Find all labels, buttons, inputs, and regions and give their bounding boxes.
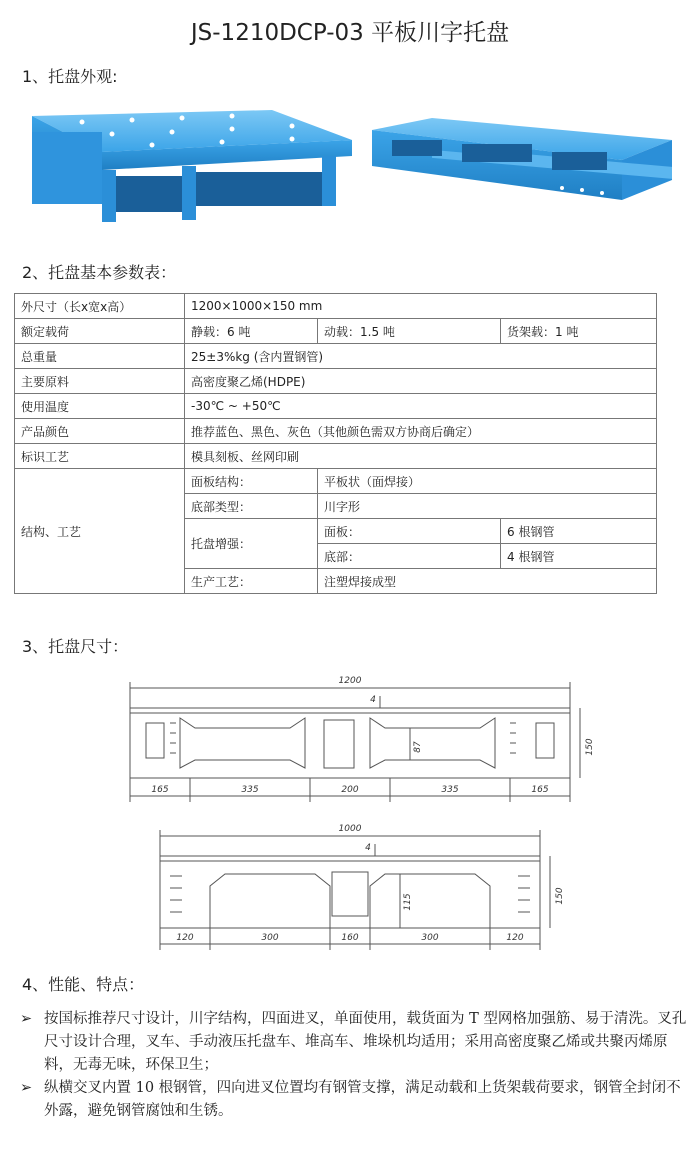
bottom-value: 川字形 xyxy=(318,494,657,519)
color-value: 推荐蓝色、黑色、灰色（其他颜色需双方协商后确定） xyxy=(185,419,657,444)
static-load: 静载：6 吨 xyxy=(185,319,318,344)
table-row xyxy=(15,294,657,319)
material-value: 高密度聚乙烯(HDPE) xyxy=(185,369,657,394)
size-value: 1200×1000×150 mm xyxy=(185,294,657,319)
bottom-pallet-image xyxy=(372,118,672,200)
dim-seg-4: 335 xyxy=(441,785,459,795)
bottom-pipes: 4 根钢管 xyxy=(501,544,657,569)
process-label: 生产工艺： xyxy=(185,569,318,594)
weight-label: 总重量 xyxy=(15,344,185,369)
bottom-label: 底部类型： xyxy=(185,494,318,519)
dim-seg-1: 120 xyxy=(176,933,194,943)
dim-seg-4: 300 xyxy=(421,933,439,943)
table-row xyxy=(15,369,657,394)
feature-list xyxy=(20,1008,690,1123)
dim-total: 1000 xyxy=(338,824,362,834)
mark-value: 模具刻板、丝网印刷 xyxy=(185,444,657,469)
deck-value: 平板状（面焊接） xyxy=(318,469,657,494)
section-features-heading: 4、性能、特点： xyxy=(22,975,145,994)
dim-height: 150 xyxy=(585,738,595,756)
temp-value: -30℃ ~ +50℃ xyxy=(185,394,657,419)
dim-thickness: 4 xyxy=(365,843,371,853)
mark-label: 标识工艺 xyxy=(15,444,185,469)
process-value: 注塑焊接成型 xyxy=(318,569,657,594)
dimension-drawing-length xyxy=(110,668,600,808)
section-params-heading: 2、托盘基本参数表： xyxy=(22,263,177,282)
load-label: 额定载荷 xyxy=(15,319,185,344)
dim-seg-2: 335 xyxy=(241,785,259,795)
dim-height: 150 xyxy=(555,887,565,905)
deck-sub-label: 面板： xyxy=(318,519,501,544)
list-item: ➢ 纵横交叉内置 10 根钢管，四向进叉位置均有钢管支撑，满足动载和上货架载荷要求，钢管全封闭不外露，避免钢管腐蚀和生锈。 xyxy=(20,1077,690,1123)
section-appearance-heading: 1、托盘外观: xyxy=(22,67,118,86)
struct-label: 结构、工艺 xyxy=(15,469,185,594)
table-row xyxy=(15,344,657,369)
dim-hole: 87 xyxy=(413,741,423,753)
dimension-drawing-width xyxy=(110,816,600,956)
dim-seg-5: 165 xyxy=(531,785,549,795)
dim-seg-3: 160 xyxy=(341,933,359,943)
dim-seg-5: 120 xyxy=(506,933,524,943)
dim-total: 1200 xyxy=(338,676,362,686)
deck-pipes: 6 根钢管 xyxy=(501,519,657,544)
dim-thickness: 4 xyxy=(370,695,376,705)
dim-seg-1: 165 xyxy=(151,785,169,795)
params-table xyxy=(14,293,657,594)
dim-seg-3: 200 xyxy=(341,785,359,795)
table-row xyxy=(15,419,657,444)
list-item: ➢ 按国标推荐尺寸设计，川字结构，四面进叉，单面使用，载货面为 T 型网格加强筋、易于清洗。叉孔尺寸设计合理，叉车、手动液压托盘车、堆高车、堆垛机均适用；采用高密度聚乙烯或共聚丙烯原料，无毒无味，环保卫生； xyxy=(20,1008,690,1077)
table-row xyxy=(15,444,657,469)
dim-hole: 115 xyxy=(403,893,413,911)
table-row xyxy=(15,469,657,494)
flat-pallet-image xyxy=(32,110,352,222)
size-label: 外尺寸（长x宽x高） xyxy=(15,294,185,319)
weight-value: 25±3%kg (含内置钢管) xyxy=(185,344,657,369)
rack-load: 货架载：1 吨 xyxy=(501,319,657,344)
bottom-sub-label: 底部： xyxy=(318,544,501,569)
deck-label: 面板结构： xyxy=(185,469,318,494)
dynamic-load: 动载：1.5 吨 xyxy=(318,319,501,344)
table-row xyxy=(15,319,657,344)
temp-label: 使用温度 xyxy=(15,394,185,419)
arrow-bullet-icon: ➢ xyxy=(20,1011,33,1027)
reinforce-label: 托盘增强： xyxy=(185,519,318,569)
table-row xyxy=(15,394,657,419)
material-label: 主要原料 xyxy=(15,369,185,394)
pallet-photos xyxy=(22,100,678,230)
section-dimensions-heading: 3、托盘尺寸： xyxy=(22,637,129,656)
color-label: 产品颜色 xyxy=(15,419,185,444)
dim-seg-2: 300 xyxy=(261,933,279,943)
page-title: JS-1210DCP-03 平板川字托盘 xyxy=(190,20,510,46)
arrow-bullet-icon: ➢ xyxy=(20,1080,33,1096)
